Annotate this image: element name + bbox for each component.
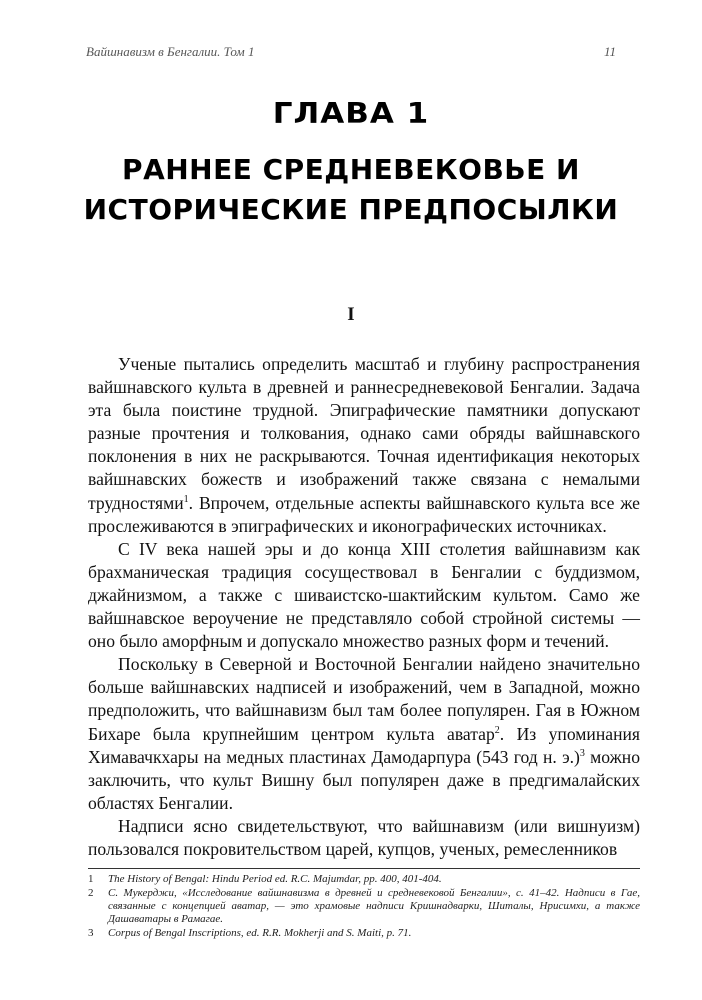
footnote-text: The History of Bengal: Hindu Period ed. R.C. Majumdar, pp. 400, 401-404. (108, 873, 442, 885)
running-header (86, 44, 616, 60)
paragraph-3: Поскольку в Северной и Восточной Бенгалии найдено значительно больше вайшнавских надписей и изображений, чем в Западной, можно предположить, что вайшнавизм был там более популярен. Гая в Южном Бихаре была крупнейшим центром культа аватар$^2$. Из упоминания Химавачкхары на медных пластинах Дамодарпура (543 год н. э.)$^3$ можно заключить, что культ Вишну был популярен даже в предгималайских областях Бенгалии. (88, 654, 640, 813)
footnote-3 (88, 927, 640, 940)
footnote-number: 1 (88, 873, 94, 885)
paragraph-2: С IV века нашей эры и до конца XIII столетия вайшнавизм как брахманическая традиция сосуществовал в Бенгалии с буддизмом, джайнизмом, а также с шиваистско-шактийским культом. Само же вайшнавское вероучение не представляло собой стройной системы — оно было аморфным и допускало множество разных форм и течений. (88, 538, 640, 652)
page-number: 11 (603, 44, 616, 59)
running-title: Вайшнавизм в Бенгалии. Том 1 (86, 44, 255, 59)
footnote-ref-2: 2 (494, 724, 500, 736)
footnote-1 (88, 873, 640, 886)
footnote-ref-1: 1 (183, 493, 189, 505)
body-text (88, 353, 640, 861)
footnote-ref-3: 3 (579, 747, 585, 759)
paragraph-1: Ученые пытались определить масштаб и глубину распространения вайшнавского культа в древней и раннесредневековой Бенгалии. Задача эта была поистине трудной. Эпиграфические памятники допускают разные прочтения и толкования, однако сами обряды вайшнавского поклонения в них не раскрываются. Точная идентификация некоторых вайшнавских божеств и изображений также связана с немалыми трудностями$^1$. Впрочем, отдельные аспекты вайшнавского культа все же прослеживаются в эпиграфических и иконографических источниках. (88, 354, 640, 536)
paragraph-4: Надписи ясно свидетельствуют, что вайшнавизм (или вишнуизм) пользовался покровительством царей, купцов, ученых, ремесленников (88, 815, 640, 859)
chapter-title: РАННЕЕ СРЕДНЕВЕКОВЬЕ И ИСТОРИЧЕСКИЕ ПРЕДПОСЫЛКИ (83, 153, 619, 226)
footnotes (88, 868, 640, 941)
footnote-number: 3 (88, 927, 94, 939)
footnote-text: Corpus of Bengal Inscriptions, ed. R.R. Mokherji and S. Maiti, p. 71. (108, 927, 412, 939)
footnote-text: С. Мукерджи, «Исследование вайшнавизма в древней и средневековой Бенгалии», с. 41–42. Надписи в Гае, связанные с концепцией аватар, — это храмовые надписи Кришнадварки, Шиталы, Нрисимхи, а также Дашаватары в Рамагае. (108, 887, 640, 925)
section-number: I (347, 304, 355, 325)
footnote-2 (88, 887, 640, 926)
footnote-number: 2 (88, 887, 94, 899)
chapter-label: ГЛАВА 1 (272, 97, 430, 131)
